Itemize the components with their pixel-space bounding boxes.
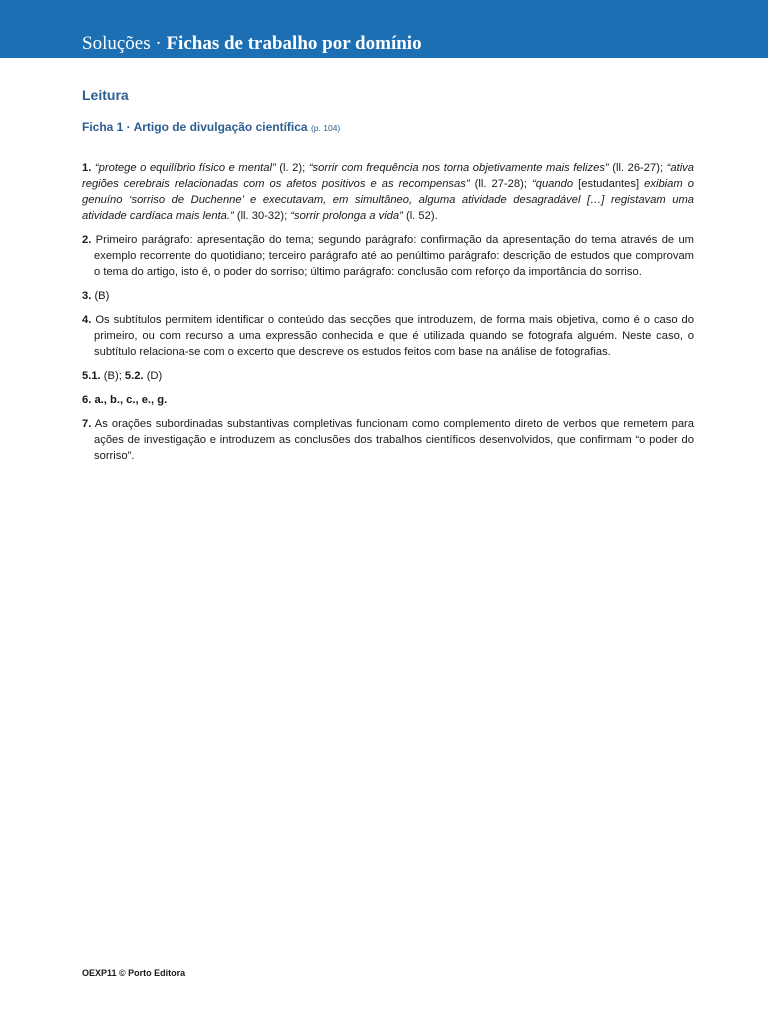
header-banner — [0, 0, 768, 58]
worksheet-page-reference: (p. 104) — [310, 123, 341, 133]
quote: “quando — [532, 178, 579, 190]
answer-1 — [82, 160, 694, 224]
answer-text: a., b., c., e., g. — [94, 394, 168, 406]
answer-text: Os subtítulos permitem identificar o conteúdo das secções que introduzem, de forma mais objetiva, como é o caso do primeiro, ou com recurso a uma expressão conhecida e que é utilizada quando se fotografa alguém. Neste caso, o subtítulo relaciona-se com o excerto que descreve os estudos feitos com base na análise de fotografias. — [94, 314, 694, 358]
section-heading: Leitura — [82, 87, 129, 103]
quote: “sorrir com frequência nos torna objetivamente mais felizes” — [308, 162, 609, 174]
line-reference: (ll. 27-28); — [469, 178, 533, 190]
quote: “sorrir prolonga a vida” — [290, 210, 403, 222]
answer-number: 5.2. — [124, 370, 144, 382]
answer-number: 2. — [82, 234, 92, 246]
answer-6 — [82, 392, 694, 408]
answer-number: 4. — [82, 314, 92, 326]
answers-list — [82, 160, 694, 472]
answer-text: (B); — [100, 370, 125, 382]
answer-text: (B) — [94, 290, 110, 302]
answer-text: (D) — [143, 370, 163, 382]
line-reference: (ll. 30-32); — [233, 210, 291, 222]
quote: “ativa regiões cerebrais relacionadas com os afetos positivos e as recompensas” — [82, 162, 694, 190]
worksheet-title: Ficha 1 · Artigo de divulgação científica — [82, 120, 308, 134]
answer-text: As orações subordinadas substantivas completivas funcionam como complemento direto de verbos que remetem para ações de investigação e introduzem as conclusões dos trabalhos científicos desenvolvidos, que confirmam “o poder do sorriso”. — [94, 418, 694, 462]
answer-number: 7. — [82, 418, 92, 430]
answer-number: 6. — [82, 394, 92, 406]
page-title-separator: · — [150, 33, 167, 54]
page-title-lead: Soluções — [82, 33, 151, 54]
line-reference: (ll. 26-27); — [608, 162, 667, 174]
page-title-main: Fichas de trabalho por domínio — [166, 33, 422, 54]
footer-copyright: OEXP11 © Porto Editora — [82, 968, 186, 978]
answer-text: Primeiro parágrafo: apresentação do tema; segundo parágrafo: confirmação da apresentação do tema através de um exemplo recorrente do quotidiano; terceiro parágrafo até ao penúltimo parágrafo: descrição de estudos que comprovam o tema do artigo, isto é, o poder do sorriso; último parágrafo: conclusão com reforço da importância do sorriso. — [94, 234, 694, 278]
answer-number: 3. — [82, 290, 92, 302]
quote: “protege o equilíbrio físico e mental” — [94, 162, 276, 174]
answer-7 — [82, 416, 694, 464]
answer-3 — [82, 288, 694, 304]
quote: exibiam o genuíno ‘sorriso de Duchenne’ e executavam, em simultâneo, alguma atividade desagradável […] registavam uma atividade cardíaca mais lenta.” — [82, 178, 694, 222]
answer-number: 5.1. — [82, 370, 101, 382]
worksheet-heading — [82, 120, 340, 134]
answer-2 — [82, 232, 694, 280]
quote-insertion: [estudantes] — [578, 178, 640, 190]
answer-4 — [82, 312, 694, 360]
line-reference: (l. 2); — [275, 162, 309, 174]
answer-number: 1. — [82, 162, 92, 174]
line-reference: (l. 52). — [402, 210, 438, 222]
page-title — [82, 33, 422, 55]
answer-5 — [82, 368, 694, 384]
